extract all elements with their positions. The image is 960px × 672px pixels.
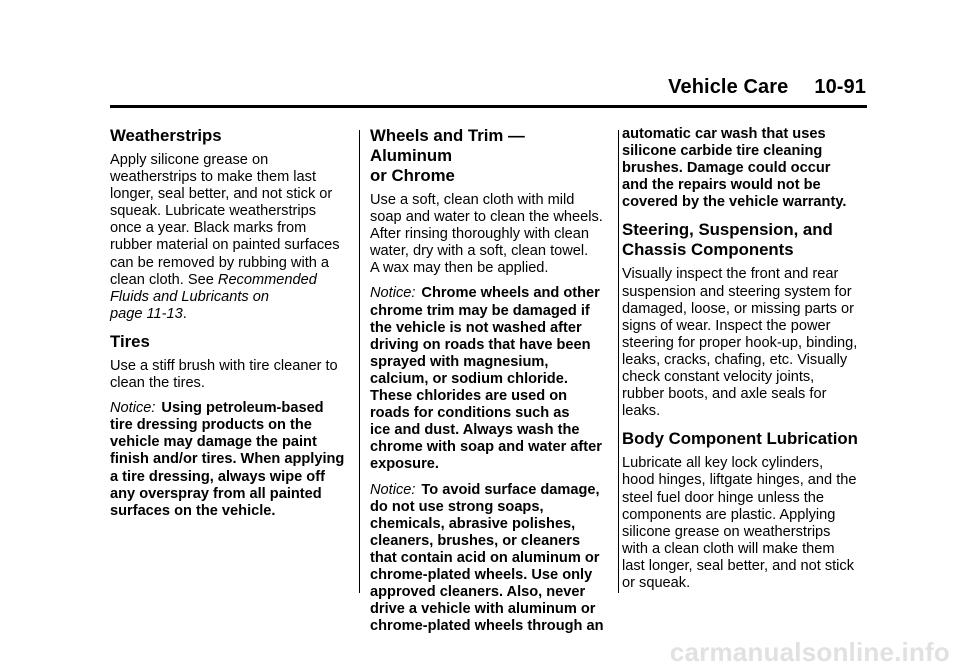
wheels-paragraph: Use a soft, clean cloth with mild soap and water to clean the wheels. After rinsing thoroughly with clean water, dry with a soft, clean towel. A wax may then be applied. [370, 192, 603, 277]
page-header [0, 76, 866, 99]
reference-link[interactable]: Recommended Fluids and Lubricants on page 11-13 [110, 271, 317, 322]
weatherstrips-heading: Weatherstrips [110, 126, 222, 145]
steering-paragraph: Visually inspect the front and rear suspension and steering system for damaged, loose, or missing parts or signs of wear. Inspect the power steering for proper hook-up, binding, leaks, cracks, chafing, etc. Visually check constant velocity joints, rubber boots, and axle seals for leaks. [622, 266, 858, 420]
tires-notice: Notice: Using petroleum-based tire dressing products on the vehicle may damage the paint finish and/or tires. When applying a tire dressing, always wipe off any overspray from all painted surfaces on the vehicle. [110, 400, 345, 519]
notice-label: Notice: [370, 481, 416, 498]
wheels-heading: Wheels and Trim — Aluminum or Chrome [370, 126, 525, 185]
tires-paragraph: Use a stiff brush with tire cleaner to clean the tires. [110, 357, 338, 392]
weatherstrips-paragraph: Apply silicone grease on weatherstrips to make them last longer, seal better, and not stick or squeak. Lubricate weatherstrips once a year. Black marks from rubber material on painted surfaces can be removed by rubbing with a clean cloth. See Recommended Fluids and Lubricants on page 11-13. [110, 152, 340, 322]
section-title: Vehicle Care [668, 76, 789, 98]
notice-continuation: automatic car wash that uses silicone carbide tire cleaning brushes. Damage could occur and the repairs would not be covered by the vehicle warranty. [622, 126, 847, 211]
steering-heading: Steering, Suspension, and Chassis Components [622, 220, 833, 260]
body-lubrication-heading: Body Component Lubrication [622, 429, 858, 449]
surface-damage-notice: Notice: To avoid surface damage, do not use strong soaps, chemicals, abrasive polishes, cleaners, brushes, or cleaners that contain acid on aluminum or chrome-plated wheels. Use only approved cleaners. Also, never drive a vehicle with aluminum or chrome-plated wheels through an [370, 481, 604, 635]
column-divider-2 [618, 130, 619, 593]
chrome-notice: Notice: Chrome wheels and other chrome trim may be damaged if the vehicle is not washed after driving on roads that have been sprayed with magnesium, calcium, or sodium chloride. These chlorides are used on roads for conditions such as ice and dust. Always wash the chrome with soap and water after exposure. [370, 285, 602, 473]
column-2 [370, 126, 610, 643]
header-rule [110, 105, 867, 108]
watermark: carmanualsonline.info [669, 637, 950, 667]
tires-heading: Tires [110, 331, 150, 351]
notice-label: Notice: [370, 285, 416, 302]
column-3 [622, 126, 870, 600]
column-divider-1 [359, 130, 360, 593]
notice-label: Notice: [110, 400, 156, 417]
page-number: 10-91 [814, 76, 866, 98]
body-lubrication-paragraph: Lubricate all key lock cylinders, hood hinges, liftgate hinges, and the steel fuel door hinge unless the components are plastic. Applying silicone grease on weatherstrips with a clean cloth will make them last longer, seal better, and not stick or squeak. [622, 455, 857, 591]
column-1 [110, 126, 350, 528]
